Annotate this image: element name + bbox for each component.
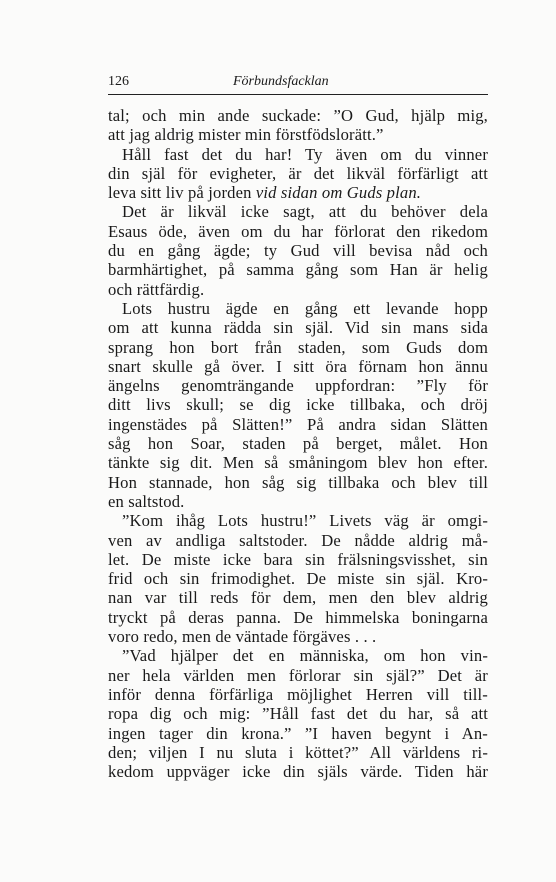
text-line xyxy=(108,260,488,279)
line-text: ”Kom ihåg Lots hustru!” Livets väg är omgi- xyxy=(122,511,488,531)
text-line xyxy=(108,357,488,376)
text-line xyxy=(108,415,488,434)
running-head xyxy=(108,72,488,92)
line-text: tal; och min ande suckade: ”O Gud, hjälp mig, xyxy=(108,106,488,125)
running-title: Förbundsfacklan xyxy=(233,74,329,89)
text-line xyxy=(108,183,488,202)
text-line xyxy=(108,627,488,646)
text-line xyxy=(108,743,488,762)
line-text: ingenstädes på Slätten!” På andra sidan Slätten xyxy=(108,414,488,434)
text-line xyxy=(108,511,488,530)
line-text: Håll fast det du har! Ty även om du vinner xyxy=(122,144,488,164)
line-text: ditt livs skull; se dig icke tillbaka, och dröj xyxy=(108,395,488,415)
line-text: nan var till reds för dem, men den blev aldrig xyxy=(108,588,488,608)
line-text: ”Vad hjälper det en människa, om hon vin- xyxy=(122,646,488,666)
line-text: Det är likväl icke sagt, att du behöver dela xyxy=(122,202,488,222)
body-text xyxy=(108,106,488,781)
text-line xyxy=(108,550,488,569)
text-line xyxy=(108,608,488,627)
line-text: såg hon Soar, staden på berget, målet. Hon xyxy=(108,434,488,454)
text-line xyxy=(108,492,488,511)
text-line xyxy=(108,434,488,453)
line-text: voro redo, men de väntade förgäves . . . xyxy=(108,627,377,647)
text-line xyxy=(108,145,488,164)
line-text: Esaus öde, även om du har förlorat den rikedom xyxy=(108,221,488,241)
text-line xyxy=(108,164,488,183)
page-number: 126 xyxy=(108,74,129,89)
text-line xyxy=(108,299,488,318)
text-line xyxy=(108,724,488,743)
line-text: sprang hon bort från staden, som Guds dom xyxy=(108,337,488,357)
text-line xyxy=(108,241,488,260)
text-line xyxy=(108,685,488,704)
line-italic-text: vid sidan om Guds plan. xyxy=(255,183,422,203)
text-line xyxy=(108,376,488,395)
text-line xyxy=(108,531,488,550)
text-line xyxy=(108,318,488,337)
line-text: frid och sin frimodighet. De miste sin själ. Kro- xyxy=(108,569,488,589)
line-text: ängelns genomträngande uppfordran: ”Fly för xyxy=(108,376,488,396)
line-text: barmhärtighet, på samma gång som Han är helig xyxy=(108,260,488,280)
text-line xyxy=(108,666,488,685)
line-text: inför denna förfärliga möjlighet Herren vill till- xyxy=(108,684,488,704)
line-text: din själ för evigheter, är det likväl förfärligt att xyxy=(108,163,488,183)
line-text: du en gång ägde; ty Gud vill bevisa nåd och xyxy=(108,241,488,261)
line-text: snart skulle gå över. I sitt öra förnam hon ännu xyxy=(108,356,488,376)
line-text: om att kunna rädda sin själ. Vid sin mans sida xyxy=(108,318,488,338)
line-text: let. De miste icke bara sin frälsningsvisshet, sin xyxy=(108,549,488,569)
text-line xyxy=(108,106,488,125)
text-line xyxy=(108,222,488,241)
line-text: leva sitt liv på jorden xyxy=(108,183,256,203)
line-text: den; viljen I nu sluta i köttet?” All världens ri- xyxy=(108,742,488,762)
line-text: ropa dig och mig: ”Håll fast det du har, så att xyxy=(108,704,488,724)
text-line xyxy=(108,338,488,357)
line-text: kedom uppväger icke din själs värde. Tiden här xyxy=(108,762,488,782)
line-text: Hon stannade, hon såg sig tillbaka och blev till xyxy=(108,472,488,492)
text-line xyxy=(108,202,488,221)
text-line xyxy=(108,473,488,492)
line-text: ven av andliga saltstoder. De nådde aldrig må- xyxy=(108,530,488,550)
line-text: en saltstod. xyxy=(108,491,185,511)
line-text: ner hela världen men förlorar sin själ?” Det är xyxy=(108,665,488,685)
text-line xyxy=(108,125,488,144)
text-line xyxy=(108,762,488,781)
text-line xyxy=(108,569,488,588)
text-line xyxy=(108,280,488,299)
line-text: ingen tager din krona.” ”I haven begynt i An- xyxy=(108,723,488,743)
line-text: tänkte sig dit. Men så småningom blev hon efter. xyxy=(108,453,488,473)
line-text: och rättfärdig. xyxy=(108,279,205,299)
line-text: att jag aldrig mister min förstfödslorätt.” xyxy=(108,125,384,145)
text-line xyxy=(108,588,488,607)
text-line xyxy=(108,646,488,665)
text-line xyxy=(108,453,488,472)
header-rule xyxy=(108,94,488,95)
line-text: tryckt på deras panna. De himmelska boningarna xyxy=(108,607,488,627)
text-line xyxy=(108,704,488,723)
text-line xyxy=(108,395,488,414)
line-text: Lots hustru ägde en gång ett levande hopp xyxy=(122,298,488,318)
